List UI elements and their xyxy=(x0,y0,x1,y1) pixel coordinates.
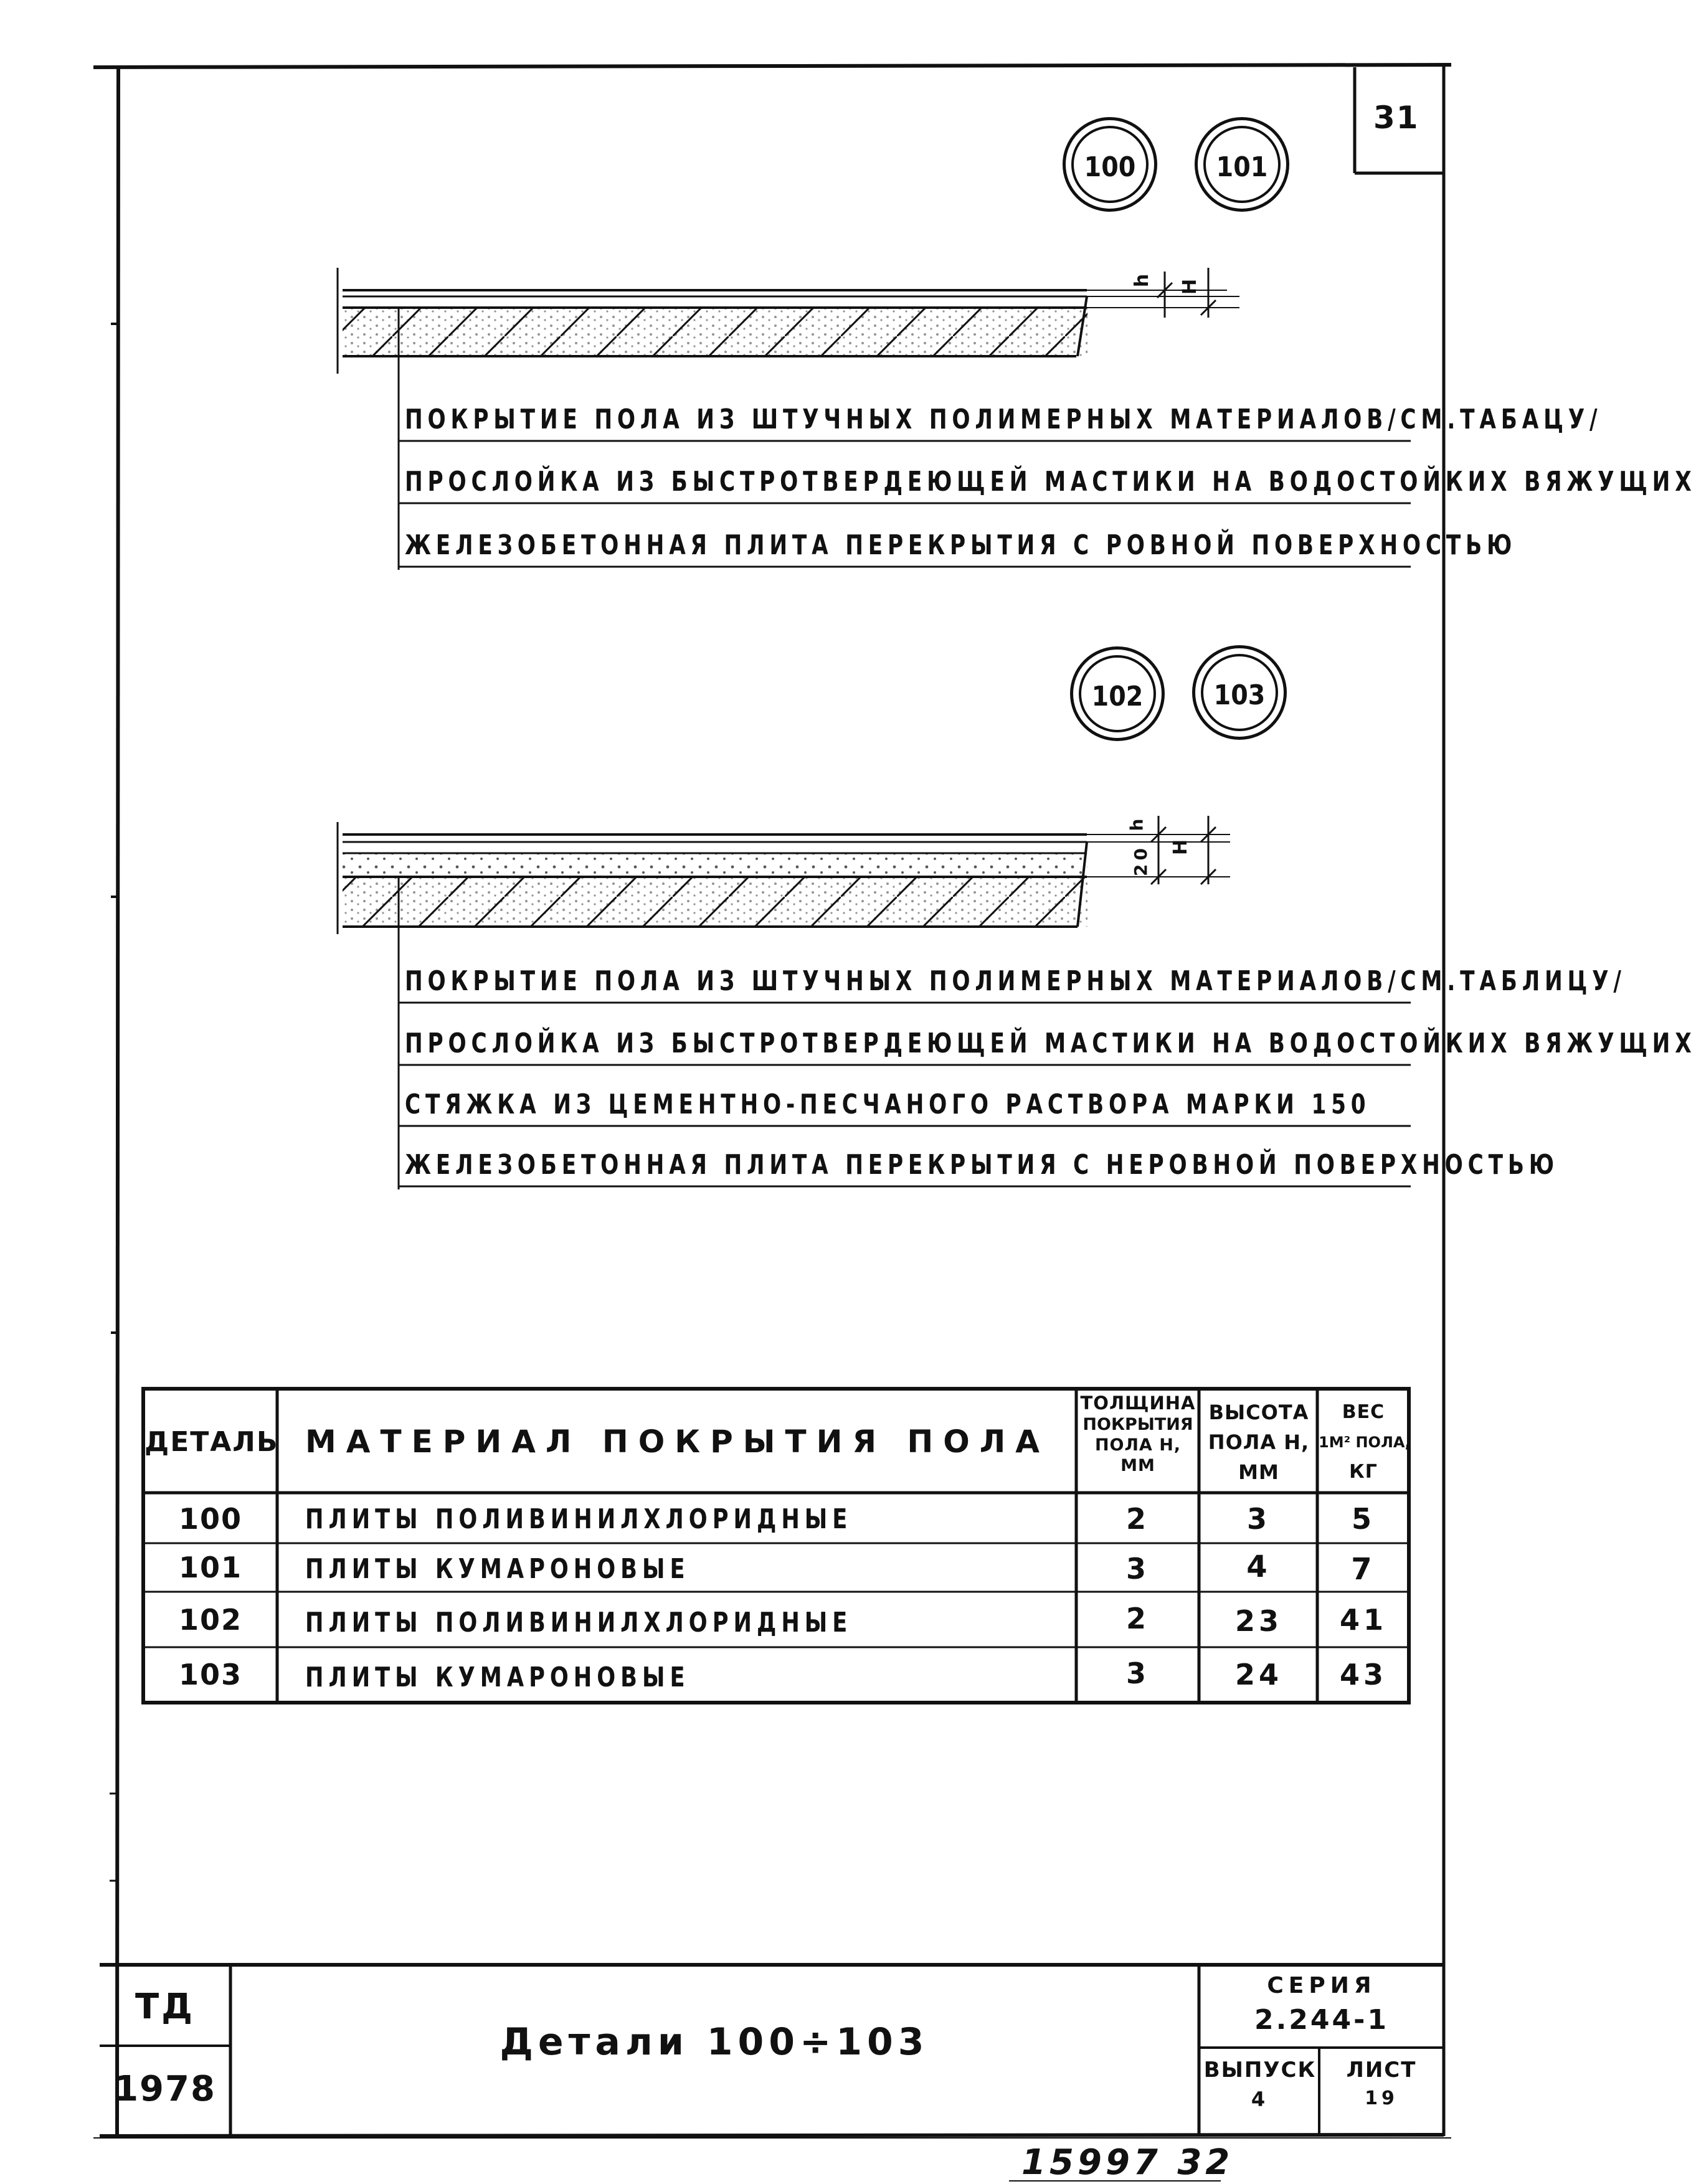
detail-marker-101 xyxy=(1195,117,1289,212)
series-value: 2.244-1 xyxy=(1254,2004,1390,2036)
dimension-h-label: h xyxy=(1126,815,1147,831)
header-line: ПОЛА H, xyxy=(1094,1435,1182,1455)
cell-detail: 103 xyxy=(178,1658,243,1691)
dimension-H-label: H xyxy=(1170,835,1192,856)
header-line: ВЫСОТА xyxy=(1208,1401,1309,1424)
header-line: 1М² ПОЛА, xyxy=(1319,1434,1411,1451)
header-line: ТОЛЩИНА xyxy=(1080,1392,1196,1414)
header-line: ВЕС xyxy=(1342,1401,1385,1423)
layer-callout-b1: ПОКРЫТИЕ ПОЛА ИЗ ШТУЧНЫХ ПОЛИМЕРНЫХ МАТЕРИАЛОВ/СМ.ТАБЛИЦУ/ xyxy=(405,965,1626,997)
detail-marker-103 xyxy=(1192,645,1287,740)
issue-value: 4 xyxy=(1251,2087,1269,2111)
cell-thickness: 3 xyxy=(1125,1552,1150,1586)
layer-callout-b2: ПРОСЛОЙКА ИЗ БЫСТРОТВЕРДЕЮЩЕЙ МАСТИКИ НА ВОДОСТОЙКИХ ВЯЖУЩИХ xyxy=(405,1028,1696,1059)
table-header-height xyxy=(1201,1397,1317,1487)
detail-marker-label: 103 xyxy=(1213,679,1266,711)
archive-stamp: 15997 32 xyxy=(1021,2142,1234,2183)
detail-marker-100 xyxy=(1063,117,1157,212)
dimension-H-label: H xyxy=(1179,275,1201,295)
detail-marker-label: 101 xyxy=(1216,151,1268,183)
cell-height: 23 xyxy=(1234,1604,1282,1638)
cell-material: ПЛИТЫ КУМАРОНОВЫЕ xyxy=(305,1553,690,1585)
cell-height: 3 xyxy=(1246,1502,1271,1536)
cell-weight: 7 xyxy=(1351,1552,1376,1587)
layer-callout-a1: ПОКРЫТИЕ ПОЛА ИЗ ШТУЧНЫХ ПОЛИМЕРНЫХ МАТЕРИАЛОВ/СМ.ТАБАЦУ/ xyxy=(405,404,1603,435)
cell-detail: 101 xyxy=(178,1551,243,1584)
cell-material: ПЛИТЫ КУМАРОНОВЫЕ xyxy=(305,1662,690,1693)
layer-callout-a2: ПРОСЛОЙКА ИЗ БЫСТРОТВЕРДЕЮЩЕЙ МАСТИКИ НА ВОДОСТОЙКИХ ВЯЖУЩИХ xyxy=(405,466,1696,498)
table-header-weight xyxy=(1319,1397,1411,1487)
section-b-drawing xyxy=(338,816,1411,1189)
dimension-20-label: 20 xyxy=(1130,844,1151,876)
detail-marker-label: 100 xyxy=(1084,151,1136,183)
header-line: ММ xyxy=(1120,1456,1155,1475)
layer-callout-a3: ЖЕЛЕЗОБЕТОННАЯ ПЛИТА ПЕРЕКРЫТИЯ С РОВНОЙ ПОВЕРХНОСТЬЮ xyxy=(405,529,1517,561)
cell-height: 4 xyxy=(1246,1549,1271,1584)
header-line: КГ xyxy=(1349,1461,1378,1483)
title-block-year: 1978 xyxy=(114,2069,216,2109)
cell-detail: 102 xyxy=(178,1603,243,1637)
sheet-number: 31 xyxy=(1373,100,1419,136)
drawing-title: Детали 100÷103 xyxy=(500,2020,929,2064)
issue-label: ВЫПУСК xyxy=(1203,2058,1317,2082)
cell-thickness: 2 xyxy=(1125,1602,1150,1635)
detail-marker-label: 102 xyxy=(1091,681,1144,712)
cell-height: 24 xyxy=(1234,1658,1282,1691)
cell-weight: 41 xyxy=(1339,1603,1387,1637)
cell-thickness: 2 xyxy=(1125,1502,1150,1536)
header-line: ММ xyxy=(1238,1460,1279,1484)
layer-callout-b4: ЖЕЛЕЗОБЕТОННАЯ ПЛИТА ПЕРЕКРЫТИЯ С НЕРОВНОЙ ПОВЕРХНОСТЬЮ xyxy=(405,1149,1559,1181)
cell-thickness: 3 xyxy=(1125,1657,1150,1690)
table-header-material: МАТЕРИАЛ ПОКРЫТИЯ ПОЛА xyxy=(305,1424,1049,1460)
detail-marker-102 xyxy=(1070,646,1165,741)
cell-weight: 43 xyxy=(1339,1658,1387,1691)
table-header-detail: ДЕТАЛЬ xyxy=(144,1426,279,1458)
title-block-code: ТД xyxy=(135,1987,196,2027)
header-line: ПОКРЫТИЯ xyxy=(1083,1415,1193,1434)
dimension-h-label: h xyxy=(1131,270,1154,288)
layer-callout-b3: СТЯЖКА ИЗ ЦЕМЕНТНО-ПЕСЧАНОГО РАСТВОРА МАРКИ 150 xyxy=(405,1089,1371,1120)
cell-material: ПЛИТЫ ПОЛИВИНИЛХЛОРИДНЫЕ xyxy=(305,1503,853,1535)
cell-material: ПЛИТЫ ПОЛИВИНИЛХЛОРИДНЫЕ xyxy=(305,1607,853,1638)
cell-weight: 5 xyxy=(1351,1502,1375,1536)
sheet-value: 19 xyxy=(1365,2087,1398,2109)
table-header-thickness xyxy=(1078,1392,1198,1476)
series-label: СЕРИЯ xyxy=(1267,1973,1376,1998)
cell-detail: 100 xyxy=(178,1502,243,1536)
header-line: ПОЛА H, xyxy=(1208,1430,1310,1454)
sheet-label: ЛИСТ xyxy=(1346,2058,1417,2082)
